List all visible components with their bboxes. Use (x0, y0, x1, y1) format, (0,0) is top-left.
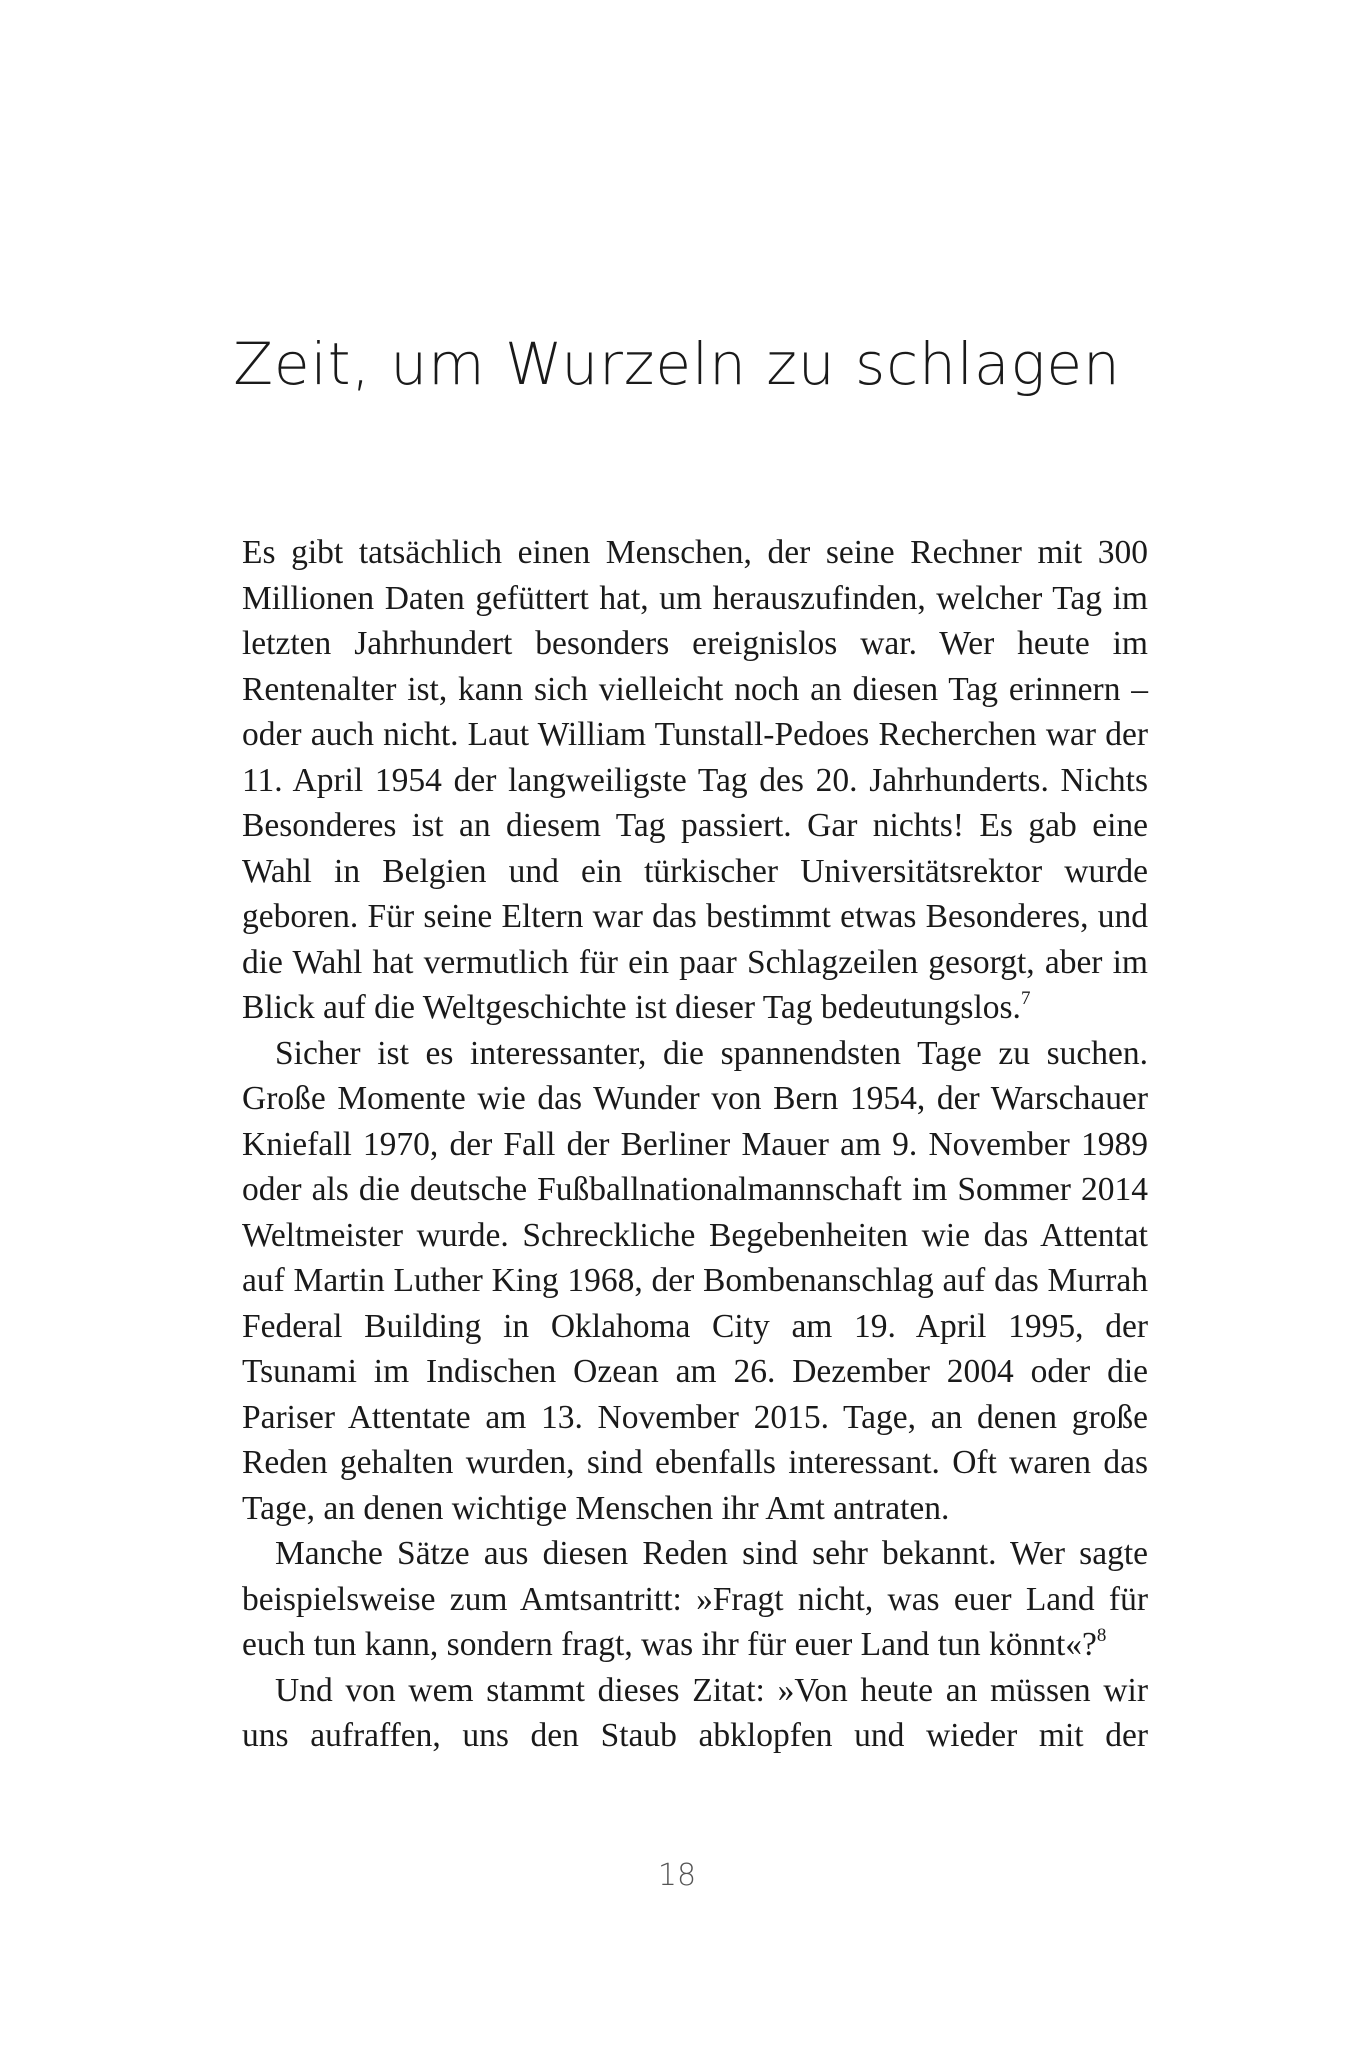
footnote-marker: 8 (1096, 1625, 1107, 1646)
paragraph (242, 1031, 1148, 1532)
paragraph-text: Und von wem stammt dieses Zitat: »Von heute an müssen wir uns aufraffen, uns den Staub abklopfen und wieder mit der (242, 1671, 1148, 1754)
paragraph-text: Manche Sätze aus diesen Reden sind sehr bekannt. Wer sagte beispielsweise zum Amtsantritt: »Fragt nicht, was euer Land für euch tun kann, sondern fragt, was ihr für euer Land tun könnt«? (242, 1535, 1148, 1663)
paragraph (242, 1668, 1148, 1759)
body-text (242, 530, 1148, 1759)
footnote-marker: 7 (1020, 988, 1031, 1009)
chapter-title: Zeit, um Wurzeln zu schlagen (233, 330, 1121, 398)
paragraph (242, 1531, 1148, 1668)
paragraph-text: Es gibt tatsächlich einen Menschen, der seine Rechner mit 300 Millionen Daten gefüttert hat, um herauszufinden, welcher Tag im letzten Jahrhundert besonders ereignislos war. Wer heute im Rentenalter ist, kann sich vielleicht noch an diesen Tag erinnern – oder auch nicht. Laut William Tunstall-Pedoes Recherchen war der 11. April 1954 der langweiligste Tag des 20. Jahrhunderts. Nichts Besonderes ist an diesem Tag passiert. Gar nichts! Es gab eine Wahl in Belgien und ein türkischer Universitätsrektor wurde geboren. Für seine Eltern war das bestimmt etwas Besonderes, und die Wahl hat vermutlich für ein paar Schlagzeilen gesorgt, aber im Blick auf die Weltgeschichte ist dieser Tag bedeutungslos. (242, 534, 1148, 1026)
paragraph-text: Sicher ist es interessanter, die spannendsten Tage zu suchen. Große Momente wie das Wunder von Bern 1954, der Warschauer Kniefall 1970, der Fall der Berliner Mauer am 9. November 1989 oder als die deutsche Fußballnationalmannschaft im Sommer 2014 Weltmeister wurde. Schreckliche Begebenheiten wie das Attentat auf Martin Luther King 1968, der Bombenanschlag auf das Murrah Federal Building in Oklahoma City am 19. April 1995, der Tsunami im Indischen Ozean am 26. Dezember 2004 oder die Pariser Attentate am 13. November 2015. Tage, an denen große Reden gehalten wurden, sind ebenfalls interessant. Oft waren das Tage, an denen wichtige Menschen ihr Amt antraten. (242, 1034, 1148, 1527)
page-number: 18 (657, 1858, 697, 1893)
paragraph (242, 530, 1148, 1031)
